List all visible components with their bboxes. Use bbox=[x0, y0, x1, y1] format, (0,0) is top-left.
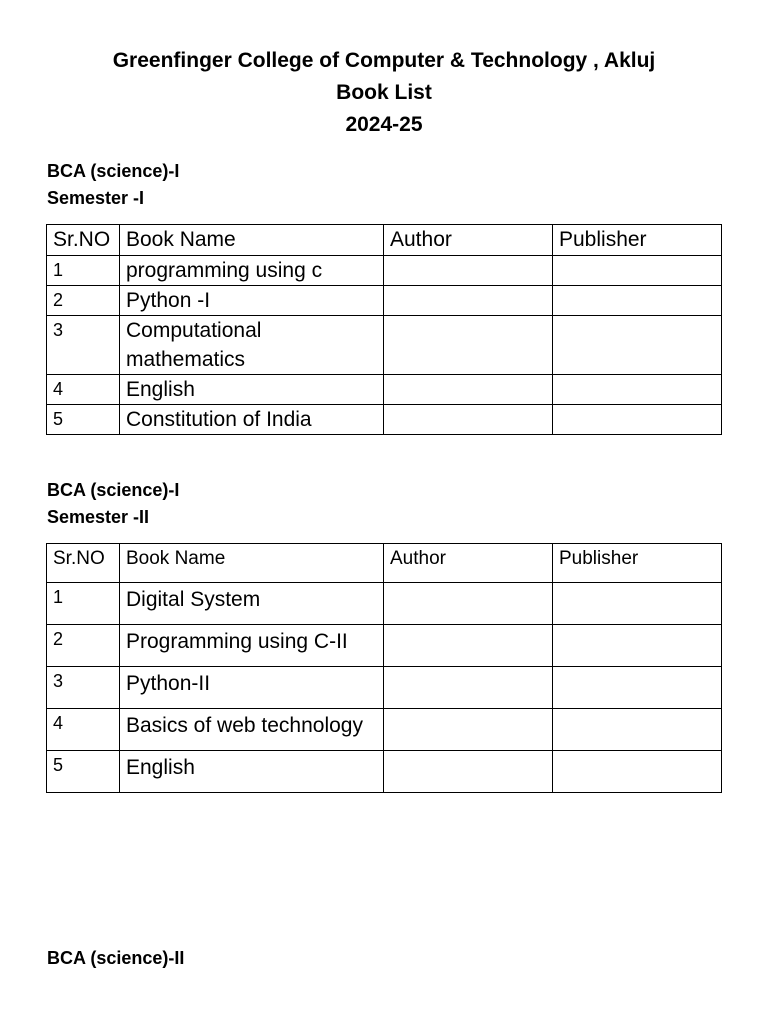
book-name-cell: English bbox=[120, 375, 384, 405]
header-publisher: Publisher bbox=[553, 225, 722, 256]
section3-class-heading: BCA (science)-II bbox=[47, 948, 185, 968]
book-name-cell: Basics of web technology bbox=[120, 709, 384, 751]
table-row bbox=[47, 583, 722, 625]
book-name-cell: Constitution of India bbox=[120, 405, 384, 435]
author-cell bbox=[384, 375, 553, 405]
sr-no-cell: 4 bbox=[47, 709, 120, 751]
sr-no-cell: 3 bbox=[47, 316, 120, 375]
sr-no-cell: 1 bbox=[47, 583, 120, 625]
table-row bbox=[47, 256, 722, 286]
sr-no-cell: 5 bbox=[47, 751, 120, 793]
header-book-name: Book Name bbox=[120, 225, 384, 256]
book-name-cell: Computational mathematics bbox=[120, 316, 384, 375]
header-sr-no: Sr.NO bbox=[47, 544, 120, 583]
table-row bbox=[47, 751, 722, 793]
table-row bbox=[47, 625, 722, 667]
header-author: Author bbox=[384, 225, 553, 256]
publisher-cell bbox=[553, 375, 722, 405]
academic-year: 2024-25 bbox=[345, 113, 423, 136]
author-cell bbox=[384, 709, 553, 751]
publisher-cell bbox=[553, 709, 722, 751]
table-row bbox=[47, 375, 722, 405]
book-name-cell: Python-II bbox=[120, 667, 384, 709]
table-row bbox=[47, 667, 722, 709]
publisher-cell bbox=[553, 583, 722, 625]
table-row bbox=[47, 405, 722, 435]
header-book-name: Book Name bbox=[120, 544, 384, 583]
publisher-cell bbox=[553, 405, 722, 435]
table-row bbox=[47, 709, 722, 751]
sr-no-cell: 1 bbox=[47, 256, 120, 286]
section2-class-heading: BCA (science)-I bbox=[47, 480, 180, 500]
publisher-cell bbox=[553, 625, 722, 667]
book-list-title: Book List bbox=[336, 81, 432, 104]
college-title: Greenfinger College of Computer & Technology , Akluj bbox=[112, 49, 656, 72]
book-name-cell: Digital System bbox=[120, 583, 384, 625]
publisher-cell bbox=[553, 751, 722, 793]
table-row bbox=[47, 316, 722, 375]
header-author: Author bbox=[384, 544, 553, 583]
sr-no-cell: 5 bbox=[47, 405, 120, 435]
publisher-cell bbox=[553, 667, 722, 709]
table-header-row bbox=[47, 225, 722, 256]
semester-1-book-table bbox=[46, 224, 722, 435]
author-cell bbox=[384, 583, 553, 625]
author-cell bbox=[384, 286, 553, 316]
author-cell bbox=[384, 625, 553, 667]
publisher-cell bbox=[553, 286, 722, 316]
author-cell bbox=[384, 316, 553, 375]
sr-no-cell: 2 bbox=[47, 286, 120, 316]
book-name-cell: English bbox=[120, 751, 384, 793]
book-name-cell: Python -I bbox=[120, 286, 384, 316]
author-cell bbox=[384, 256, 553, 286]
section1-semester-heading: Semester -I bbox=[47, 188, 145, 208]
table-header-row bbox=[47, 544, 722, 583]
publisher-cell bbox=[553, 316, 722, 375]
book-name-cell: Programming using C-II bbox=[120, 625, 384, 667]
publisher-cell bbox=[553, 256, 722, 286]
author-cell bbox=[384, 751, 553, 793]
section1-class-heading: BCA (science)-I bbox=[47, 161, 180, 181]
book-name-cell: programming using c bbox=[120, 256, 384, 286]
sr-no-cell: 3 bbox=[47, 667, 120, 709]
semester-2-book-table bbox=[46, 543, 722, 793]
header-sr-no: Sr.NO bbox=[47, 225, 120, 256]
sr-no-cell: 2 bbox=[47, 625, 120, 667]
sr-no-cell: 4 bbox=[47, 375, 120, 405]
author-cell bbox=[384, 405, 553, 435]
header-publisher: Publisher bbox=[553, 544, 722, 583]
section2-semester-heading: Semester -II bbox=[47, 507, 150, 527]
author-cell bbox=[384, 667, 553, 709]
table-row bbox=[47, 286, 722, 316]
